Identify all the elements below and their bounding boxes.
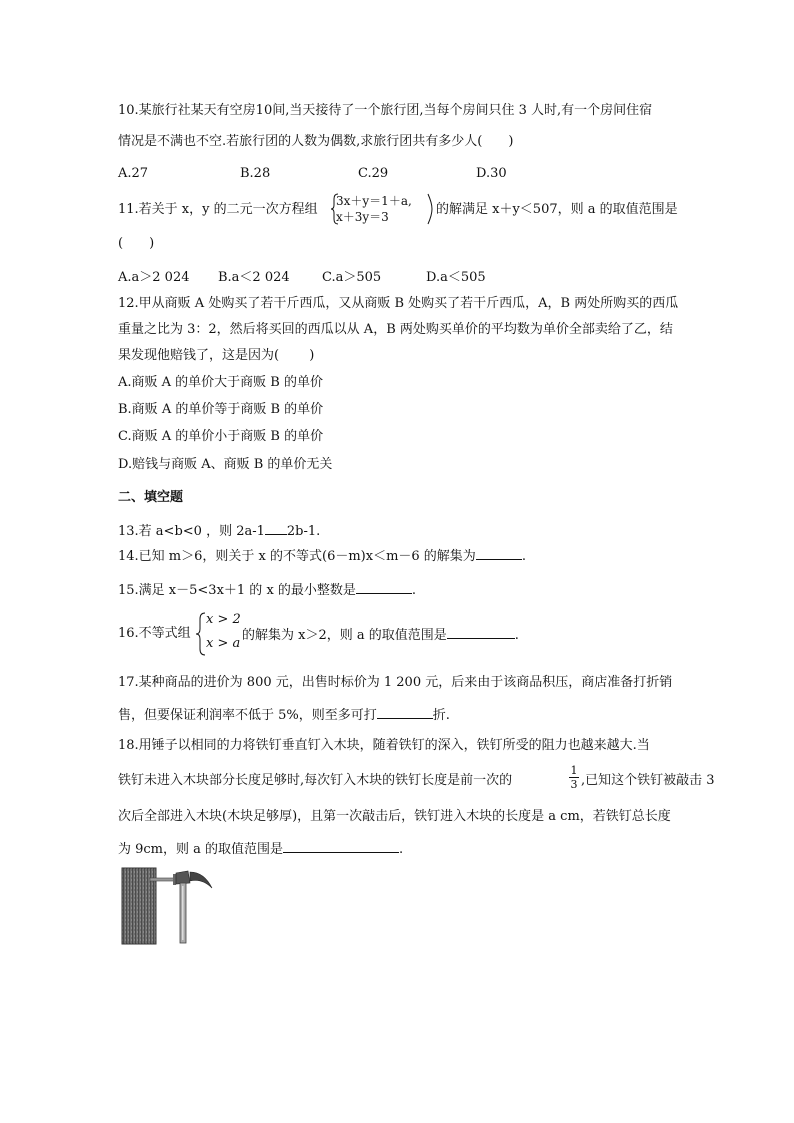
q15-suffix: . <box>411 583 417 598</box>
q17-blank <box>377 704 433 719</box>
q10-line2: 情况是不满也不空.若旅行团的人数为偶数,求旅行团共有多少人( ) <box>118 134 514 149</box>
q15-line <box>118 579 416 601</box>
q18-line4-suffix: . <box>399 842 404 857</box>
q11-equation-2: x＋3y＝3 <box>336 210 389 224</box>
q18-fraction-numerator: 1 <box>570 764 578 777</box>
q16-rest <box>242 624 519 646</box>
q12-option-a: A.商贩 A 的单价大于商贩 B 的单价 <box>118 375 323 390</box>
q16-inequality-2: x > a <box>206 636 241 651</box>
q16-prefix: 16.不等式组 <box>118 626 191 641</box>
nail-head <box>173 874 176 885</box>
q12-line3: 果发现他赔钱了，这是因为( ) <box>118 348 315 363</box>
q18-line1: 18.用锤子以相同的力将铁钉垂直钉入木块，随着铁钉的深入，铁钉所受的阻力也越来越大.当 <box>118 738 650 753</box>
q11-suffix: 的解满足 x＋y＜507，则 a 的取值范围是 <box>436 202 678 217</box>
q18-line3: 次后全部进入木块(木块足够厚)，且第一次敲击后，铁钉进入木块的长度是 a cm，若铁钉总长度 <box>118 809 671 824</box>
q10-option-a: A.27 <box>118 166 149 181</box>
q12-line1: 12.甲从商贩 A 处购买了若干斤西瓜，又从商贩 B 处购买了若干斤西瓜，A，B 两处所购买的西瓜 <box>118 296 679 311</box>
q18-fraction <box>569 765 579 790</box>
q11-line2: ( ) <box>118 236 155 251</box>
q13-line <box>118 520 320 542</box>
q12-line2: 重量之比为 3：2，然后将买回的西瓜以从 A，B 两处购买单价的平均数为单价全部卖给了乙，结 <box>118 322 673 337</box>
q11-option-b: B.a＜2 024 <box>218 270 290 285</box>
q10-option-b: B.28 <box>240 166 271 181</box>
hammer-claw <box>190 872 212 888</box>
q14-line <box>118 545 526 567</box>
nail <box>150 878 174 881</box>
hammer-head <box>176 871 190 884</box>
q12-option-b: B.商贩 A 的单价等于商贩 B 的单价 <box>118 402 324 417</box>
q16-end: . <box>514 628 519 643</box>
section-title-fill-in: 二、填空题 <box>118 490 184 505</box>
q15-blank <box>356 579 412 594</box>
q18-line2-suffix: ,已知这个铁钉被敲击 3 <box>581 773 715 788</box>
q11-option-d: D.a＜505 <box>426 270 486 285</box>
q11-right-paren <box>427 193 433 225</box>
q11-prefix: 11.若关于 x，y 的二元一次方程组 <box>118 202 318 217</box>
q14-suffix: . <box>521 549 526 564</box>
q16-left-brace <box>196 612 206 656</box>
q11-option-a: A.a＞2 024 <box>118 270 190 285</box>
q13-suffix: 2b-1. <box>286 524 321 539</box>
q17-line2 <box>118 704 450 726</box>
q12-option-c: C.商贩 A 的单价小于商贩 B 的单价 <box>118 429 324 444</box>
q18-fraction-denominator: 3 <box>570 778 578 791</box>
q10-line1: 10.某旅行社某天有空房10间,当天接待了一个旅行团,当每个房间只住 3 人时,有一个房间住宿 <box>118 103 653 118</box>
q18-blank <box>283 838 399 853</box>
q18-line2-prefix: 铁钉未进入木块部分长度足够时,每次钉入木块的铁钉长度是前一次的 <box>118 773 513 788</box>
q17-line2-prefix: 售，但要保证利润率不低于 5%，则至多可打 <box>118 708 377 723</box>
q11-option-c: C.a＞505 <box>322 270 382 285</box>
q15-prefix: 15.满足 x－5<3x＋1 的 x 的最小整数是 <box>118 583 356 598</box>
q14-blank <box>476 545 522 560</box>
q11-equation-1: 3x＋y＝1＋a, <box>336 194 412 208</box>
q16-blank <box>447 624 515 639</box>
q17-line2-suffix: 折. <box>432 708 450 723</box>
q16-inequality-1: x > 2 <box>206 612 241 627</box>
q17-line1: 17.某种商品的进价为 800 元，出售时标价为 1 200 元，后来由于该商品积压，商店准备打折销 <box>118 675 673 690</box>
q16-suffix: 的解集为 x＞2，则 a 的取值范围是 <box>242 628 447 643</box>
q10-option-d: D.30 <box>476 166 507 181</box>
q14-prefix: 14.已知 m＞6，则关于 x 的不等式(6－m)x＜m－6 的解集为 <box>118 549 476 564</box>
hammer-nail-wood-figure <box>120 866 216 946</box>
q13-blank <box>265 520 287 535</box>
q13-prefix: 13.若 a<b<0 ，则 2a-1 <box>118 524 265 539</box>
q10-option-c: C.29 <box>358 166 389 181</box>
q18-line4-prefix: 为 9cm，则 a 的取值范围是 <box>118 842 284 857</box>
q12-option-d: D.赔钱与商贩 A、商贩 B 的单价无关 <box>118 457 333 472</box>
q18-line4 <box>118 838 403 860</box>
hammer-handle-highlight <box>182 886 184 940</box>
